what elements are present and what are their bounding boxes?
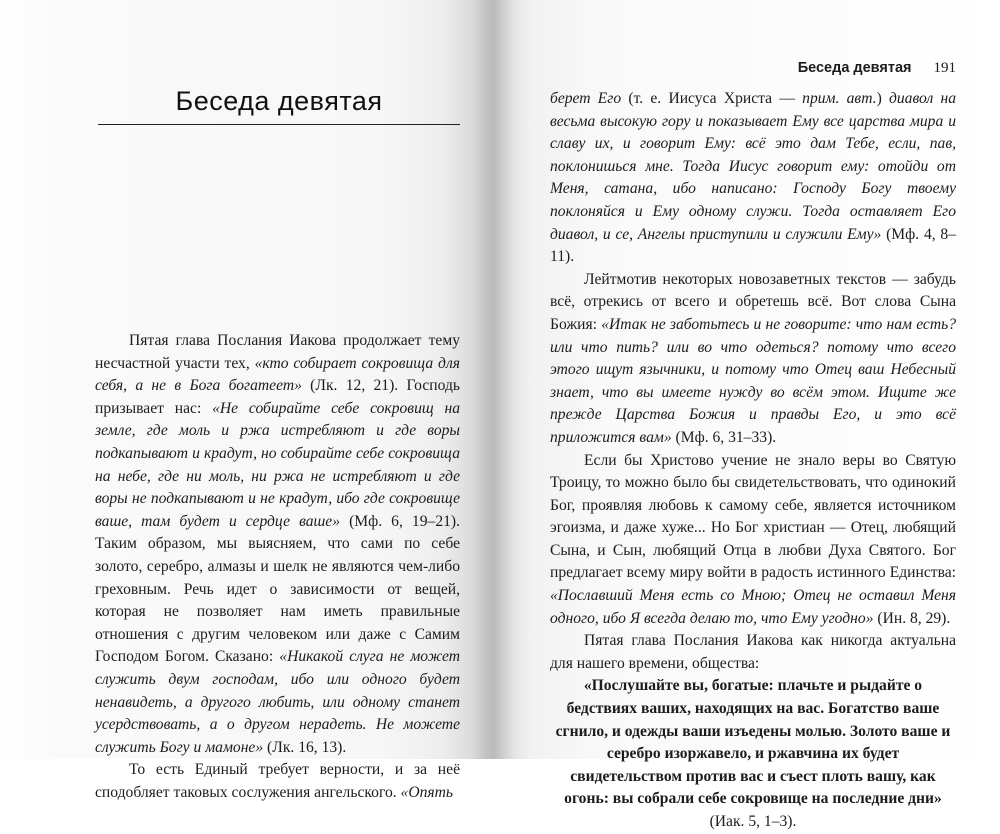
quote-text: «Итак не заботьтесь и не говорите: что нам есть? или что пить? или во что одеться? потому что всего этого ищут язычники, и потому что Отец ваш Небесный знает, что вы имеете нужду во всём этом. Ищите же прежде Царства Божия и правды Его, и это всё приложится вам»: [550, 315, 956, 446]
paragraph: [550, 675, 956, 833]
text-run: (Лк. 12, 21). Господь призывает нас:: [95, 377, 460, 417]
page-number: 191: [933, 60, 956, 76]
quote-text: «Никакой слуга не может служить двум господам, ибо или одного будет ненавидеть, а другого любить, или одному станет усердствовать, а о другом нерадеть. Не можете служить Богу и мамоне»: [95, 648, 460, 756]
quote-text: прим. авт.: [802, 90, 877, 107]
paragraph: [550, 450, 956, 631]
quote-text: берет Его: [550, 90, 622, 107]
text-run: (т. е. Иисуса Христа —: [621, 90, 803, 107]
quote-text: «Пославший Меня есть со Мною; Отец не оставил Меня одного, ибо Я всегда делаю то, что Ему угодно»: [550, 587, 956, 627]
chapter-title: Беседа девятая: [175, 86, 383, 116]
running-head-title: Беседа девятая: [797, 60, 912, 76]
text-run: То есть Единый требует верности, и за неё сподобляет таковых сослужения ангельского.: [95, 761, 460, 801]
quote-text: «кто собирает сокровища для себя, а не в Бога богатеет»: [95, 354, 460, 395]
paragraph: [550, 269, 956, 450]
text-run: Пятая глава Послания Иакова как никогда актуальна для нашего времени, общества:: [550, 632, 956, 672]
quote-text: диавол на весьма высокую гору и показывает Ему все царства мира и славу их, и говорит Ему: всё это дам Тебе, если, пав, поклонишься мне. Тогда Иисус говорит ему: отойди от Меня, сатана, ибо написано: Господу Богу твоему поклоняйся и Ему одному служи. Тогда оставляет Его диавол, и се, Ангелы приступили и служили Ему»: [550, 90, 957, 243]
text-run: (Мф. 4, 8–11).: [550, 225, 956, 266]
quote-text: «Опять: [400, 783, 454, 801]
book-gutter-shadow: [470, 0, 514, 759]
quote-text: «Не собирайте себе сокровищ на земле, где моль и ржа истребляют и где воры подкапывают и крадут, но собирайте себе сокровища на небе, где ни моль, ни ржа не истребляют и где воры не подкапывают и не крадут, ибо где сокровище ваше, там будет и сердце ваше»: [95, 399, 460, 530]
text-run: Если бы Христово учение не знало веры во Святую Троицу, то можно было бы свидетельствовать, что одинокий Бог, проявляя любовь к самому себе, является источником эгоизма, и даже хуже... Но Бог христиан — Отец, любящий Сына, и Сын, любящий Отца в любви Духа Святого. Бог предлагает всему миру войти в радость истинного Единства:: [550, 451, 956, 582]
text-run: Лейтмотив некоторых новозаветных текстов — забудь всё, отрекись от всего и обретешь всё. Вот слова Сына Божия:: [550, 270, 956, 333]
text-run: (Ин. 8, 29).: [873, 609, 951, 627]
text-run: ): [876, 90, 889, 107]
text-run: (Мф. 6, 31–33).: [671, 428, 777, 446]
text-run: Пятая глава Послания Иакова продолжает тему несчастной участи тех,: [95, 332, 460, 372]
text-run: (Лк. 16, 13).: [263, 738, 347, 756]
left-page-body: [95, 330, 460, 804]
paragraph: [95, 759, 460, 804]
text-run: «Послушайте вы, богатые: плачьте и рыдайте о бедствиях ваших, находящих на вас. Богатство ваше сгнило, и одежды ваши изъедены молью. Золото ваше и серебро изоржавело, и ржавчина их будет свидетельством против вас и съест плоть вашу, как огонь: вы собрали себе сокровище на последние дни»: [555, 677, 951, 808]
paragraph: [550, 88, 956, 269]
paragraph: [95, 330, 460, 759]
text-run: (Мф. 6, 19–21). Таким образом, мы выясняем, что сами по себе золото, серебро, алмазы и шелк не являются чем-либо греховным. Речь идет о зависимости от вещей, которая не позволяет нам иметь правильные отношения с другим человеком или даже с Самим Господом Богом. Сказано:: [95, 512, 461, 666]
running-head: [550, 60, 956, 77]
right-page-body: [550, 88, 956, 834]
chapter-title-rule: [98, 124, 460, 125]
text-run: (Иак. 5, 1–3).: [709, 813, 797, 830]
paragraph: [550, 630, 956, 675]
